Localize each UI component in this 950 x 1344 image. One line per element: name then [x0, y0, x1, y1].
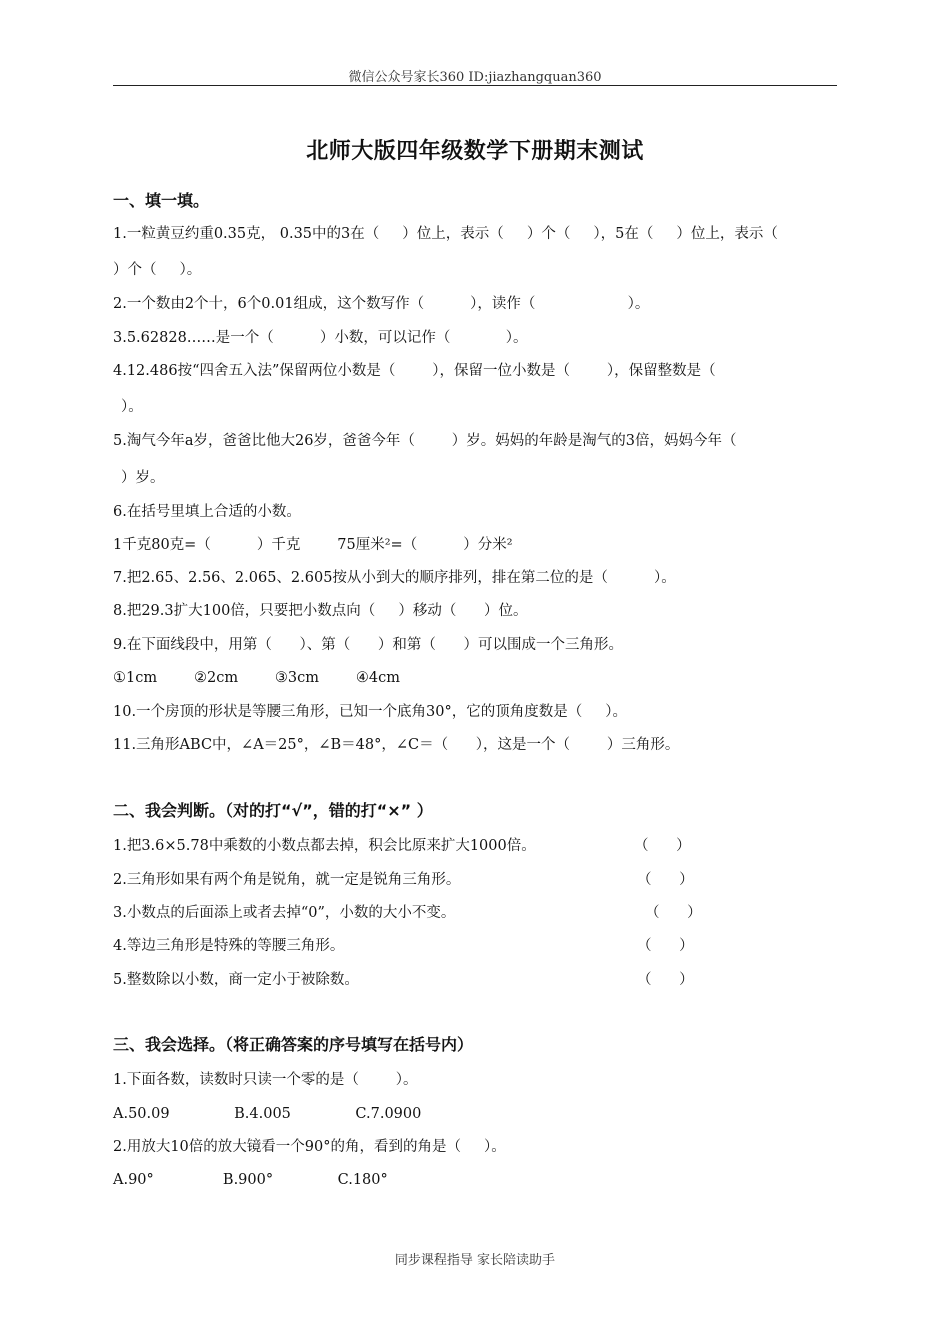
- section2-heading: 二、我会判断。（对的打“√”，错的打“×” ）: [113, 801, 433, 820]
- header-divider: [113, 85, 837, 86]
- q2-line: 2.一个数由2个十，6个0.01组成，这个数写作（ ），读作（ ）。: [113, 296, 650, 312]
- q1-line2: ）个（ ）。: [113, 262, 202, 278]
- choice-q2: 2.用放大10倍的放大镜看一个90°的角，看到的角是（ ）。: [113, 1139, 506, 1155]
- q5-line1: 5.淘气今年a岁，爸爸比他大26岁，爸爸今年（ ）岁。妈妈的年龄是淘气的3倍，妈妈今年（: [113, 433, 737, 449]
- q7-line: 7.把2.65、2.56、2.065、2.605按从小到大的顺序排列，排在第二位的是（ ）。: [113, 570, 676, 586]
- q8-line: 8.把29.3扩大100倍，只要把小数点向（ ）移动（ ）位。: [113, 603, 528, 619]
- choice-q2-options: A.90° B.900° C.180°: [113, 1172, 388, 1188]
- page-header: 微信公众号家长360 ID:jiazhangquan360: [348, 70, 602, 85]
- judge-answer-5: （ ）: [637, 972, 694, 988]
- q1-line1: 1.一粒黄豆约重0.35克， 0.35中的3在（ ）位上，表示（ ）个（ ），5在（ ）位上，表示（: [113, 226, 778, 242]
- section1-heading: 一、填一填。: [113, 191, 210, 210]
- q9-line: 9.在下面线段中，用第（ ）、第（ ）和第（ ）可以围成一个三角形。: [113, 637, 624, 653]
- choice-q1-options: A.50.09 B.4.005 C.7.0900: [113, 1106, 422, 1122]
- choice-q1: 1.下面各数，读数时只读一个零的是（ ）。: [113, 1072, 418, 1088]
- judge-answer-3: （ ）: [645, 905, 702, 921]
- q4-line1: 4.12.486按“四舍五入法”保留两位小数是（ ），保留一位小数是（ ），保留整数是（: [113, 363, 716, 379]
- page-title: 北师大版四年级数学下册期末测试: [306, 139, 644, 164]
- judge-item-1: 1.把3.6×5.78中乘数的小数点都去掉，积会比原来扩大1000倍。: [113, 838, 536, 854]
- section3-heading: 三、我会选择。（将正确答案的序号填写在括号内）: [113, 1035, 474, 1054]
- judge-item-5: 5.整数除以小数，商一定小于被除数。: [113, 972, 359, 988]
- judge-answer-4: （ ）: [637, 938, 694, 954]
- q9-options: ①1cm ②2cm ③3cm ④4cm: [113, 670, 400, 686]
- judge-answer-1: （ ）: [634, 838, 691, 854]
- q5-line2: ）岁。: [121, 470, 165, 486]
- page-footer: 同步课程指导 家长陪读助手: [394, 1253, 556, 1268]
- q11-line: 11.三角形ABC中，∠A＝25°，∠B＝48°，∠C＝（ ），这是一个（ ）三角形。: [113, 737, 680, 753]
- q10-line: 10.一个房顶的形状是等腰三角形，已知一个底角30°，它的顶角度数是（ ）。: [113, 704, 628, 720]
- judge-item-3: 3.小数点的后面添上或者去掉“0”，小数的大小不变。: [113, 905, 456, 921]
- judge-answer-2: （ ）: [637, 872, 694, 888]
- q3-line: 3.5.62828……是一个（ ）小数，可以记作（ ）。: [113, 330, 528, 346]
- judge-item-4: 4.等边三角形是特殊的等腰三角形。: [113, 938, 345, 954]
- q6-line: 6.在括号里填上合适的小数。: [113, 504, 301, 520]
- q6-conversions: 1千克80克=（ ）千克 75厘米²=（ ）分米²: [113, 537, 513, 553]
- q4-line2: ）。: [121, 399, 143, 415]
- judge-item-2: 2.三角形如果有两个角是锐角，就一定是锐角三角形。: [113, 872, 461, 888]
